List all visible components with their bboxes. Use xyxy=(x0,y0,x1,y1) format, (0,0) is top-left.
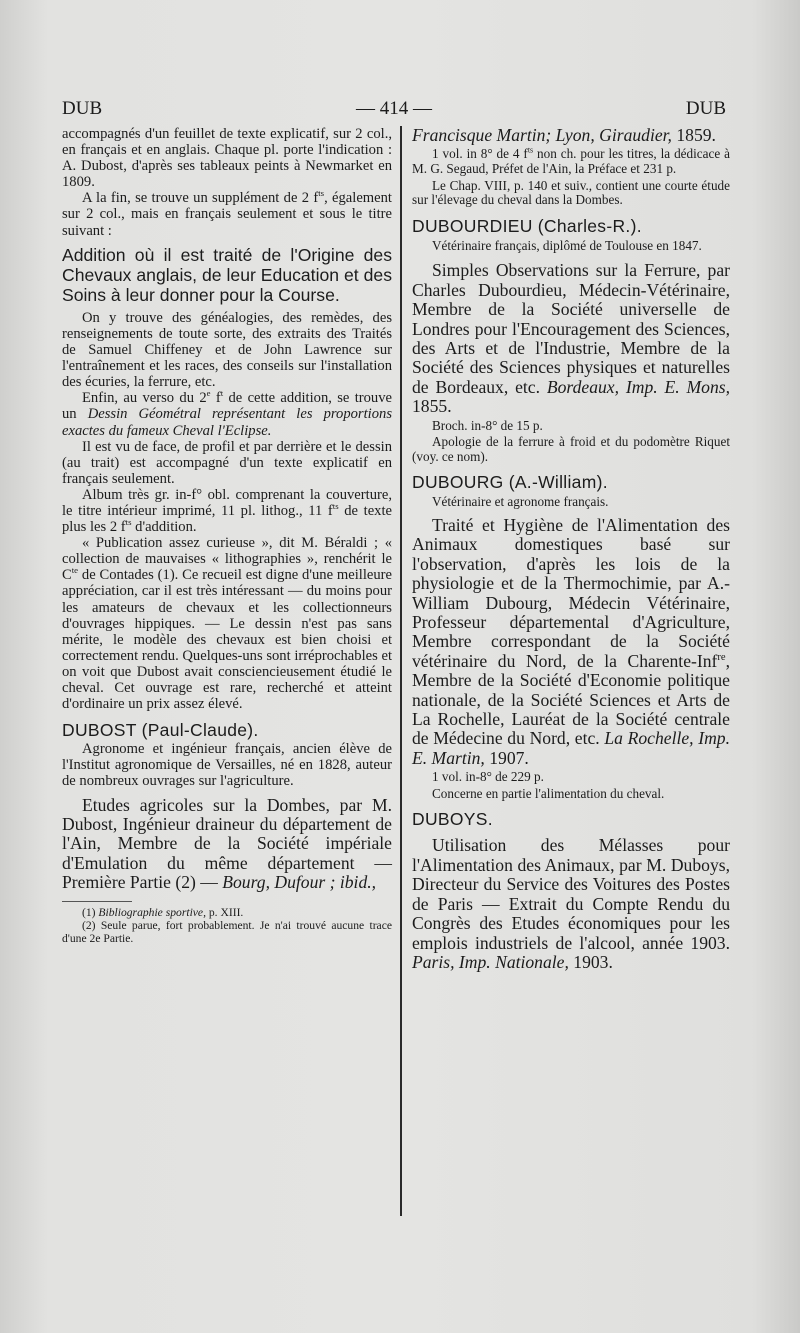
author-bio-dubost: Agronome et ingénieur français, ancien élève de l'Institut agronomique de Versailles, né en 1828, auteur de nombreux ouvrages sur l'agriculture. xyxy=(62,741,392,790)
text-run: f xyxy=(210,390,221,407)
italic-imprint: Bordeaux, Imp. E. Mons, xyxy=(546,376,730,397)
text-run: 1859. xyxy=(671,125,716,145)
text-run: p. XIII. xyxy=(205,905,244,919)
right-column xyxy=(412,126,730,972)
italic-title: Bibliographie sportive, xyxy=(98,905,206,919)
italic-imprint: La Rochelle, Imp. E. Martin, xyxy=(412,728,730,768)
text-run: 1907. xyxy=(484,747,529,768)
entry-title-dubourg xyxy=(412,516,730,768)
superscript: ts xyxy=(318,188,325,199)
footnote-1 xyxy=(62,906,392,919)
paragraph-critique xyxy=(62,535,392,712)
text-run: « Publication assez curieuse », dit M. Béraldi ; « collection de mauvaises « lithographies », renchérit le C xyxy=(62,535,392,584)
note-broch: Broch. in-8° de 15 p. xyxy=(432,417,543,433)
entry-title-dubourdieu xyxy=(412,261,730,416)
text-run: 1903. xyxy=(568,951,613,972)
superscript: e xyxy=(206,388,211,399)
italic-imprint: Paris, Imp. Nationale, xyxy=(412,951,569,972)
text-run: non ch. pour les titres, la dédicace à M. G. Segaud, Préfet de l'Ain, la Préface et 231 p. xyxy=(412,146,730,176)
note-volume-dubost xyxy=(412,147,730,176)
paragraph-supplement-intro xyxy=(62,190,392,238)
text-run: d'addition. xyxy=(131,519,197,536)
paragraph-verso xyxy=(62,390,392,438)
text-run: de cette addition, se trouve un xyxy=(62,390,392,423)
note-volume-dubourg: 1 vol. in-8° de 229 p. xyxy=(432,769,544,785)
text-run: Album très gr. in-f° obl. comprenant la couverture, le titre intérieur imprimé, 11 pl. lithog., 11 f xyxy=(62,486,392,519)
text-run: de Contades (1). Ce recueil est digne d'une meilleure appréciation, car il est très intéressant — du moins pour les amateurs de chevaux et les collectionneurs d'ouvrages hippiques. — Le dessin n'est pas sans mérite, le modèle des chevaux est bien choisi et correctement rendu. Quelques-uns sont irréprochables et on voit que Dubost avait consciencieusement étudié le cheval. Cet ouvrage est rare, recherché et atteint d'ordinaire un prix assez élevé. xyxy=(62,567,392,713)
superscript: ts xyxy=(125,517,132,528)
text-run: Etudes agricoles sur la Dombes, par M. Dubost, Ingénieur draineur du département de l'Ain, Membre de la Société impériale d'Emulation du même département — Première Partie (2) — xyxy=(62,794,392,893)
author-bio-dubourdieu: Vétérinaire français, diplômé de Toulouse en 1847. xyxy=(432,237,702,253)
footnote-2: (2) Seule parue, fort probablement. Je n'ai trouvé aucune trace d'une 2e Partie. xyxy=(62,918,392,945)
text-run: 1 vol. in 8° de 4 f xyxy=(432,146,528,162)
note-apologie: Apologie de la ferrure à froid et du podomètre Riquet (voy. ce nom). xyxy=(412,434,730,464)
header-right-word: DUB xyxy=(685,98,726,119)
page-number: — 414 — xyxy=(356,98,432,119)
paragraph-contents: On y trouve des généalogies, des remèdes, des renseignements de toute sorte, des extraits des Traités de Samuel Chiffeney et de John Lawrence sur l'entraînement et les races, des conseils sur l'installation des écuries, la ferrure, etc. xyxy=(62,309,392,391)
author-heading-dubost: DUBOST (Paul-Claude). xyxy=(62,720,259,741)
superscript: re xyxy=(717,651,726,663)
text-run: , également sur 2 col., mais en français seulement et sous le titre suivant : xyxy=(62,190,392,239)
text-run: 1855. xyxy=(412,396,452,417)
running-header xyxy=(62,98,726,122)
text-run: Simples Observations sur la Ferrure, par Charles Dubourdieu, Médecin-Vétérinaire, Membre de la Société universelle de Londres pour l'Encouragement des Sciences, des Arts et de l'Industrie, Membre de la Société des Sciences physiques et naturelles de Bordeaux, etc. xyxy=(412,260,730,397)
author-heading-duboys: DUBOYS. xyxy=(412,809,493,830)
superscript: ts xyxy=(332,501,339,512)
entry-title-dubost xyxy=(62,796,392,893)
text-run: de texte plus les 2 f xyxy=(62,503,393,536)
superscript: t xyxy=(220,388,224,399)
italic-title: Dessin Géométral représentant les proportions exactes du fameux Cheval l'Eclipse. xyxy=(62,406,392,439)
text-run: A la fin, se trouve un supplément de 2 f xyxy=(82,190,319,207)
paragraph-drawing: Il est vu de face, de profil et par derrière et le dessin (au trait) est accompagné d'un texte explicatif en français seulement. xyxy=(62,438,392,487)
paragraph-album xyxy=(62,487,392,535)
text-run: Utilisation des Mélasses pour l'Alimentation des Animaux, par M. Duboys, Directeur du Service des Voitures des Postes de Paris — Extrait du Compte Rendu du Congrès des Etudes économiques pour les emplois industriels de l'alcool, année 1903. xyxy=(412,835,730,953)
left-column xyxy=(62,126,392,945)
entry-continued-imprint xyxy=(412,126,730,145)
author-heading-dubourdieu: DUBOURDIEU (Charles-R.). xyxy=(412,215,642,236)
column-divider xyxy=(400,126,402,1216)
text-run: Enfin, au verso du 2 xyxy=(82,390,207,407)
text-run: Traité et Hygiène de l'Alimentation des Animaux domestiques basé sur l'observation, d'après les lois de la physiologie et de la Thermochimie, par A.-William Dubourg, Médecin Vétérinaire, Professeur départemental d'Agriculture, Membre correspondant de la Société vétérinaire du Nord, de la Charente-Inf xyxy=(412,515,730,671)
note-chapter: Le Chap. VIII, p. 140 et suiv., contient une courte étude sur l'élevage du cheval dans la Dombes. xyxy=(412,177,730,208)
footnote-separator xyxy=(62,901,132,902)
author-heading-dubourg: DUBOURG (A.-William). xyxy=(412,472,608,493)
supplement-title: Addition où il est traité de l'Origine des Chevaux anglais, de leur Education et des Soins à leur donner pour la Course. xyxy=(62,244,392,306)
author-bio-dubourg: Vétérinaire et agronome français. xyxy=(432,494,609,510)
text-run: , Membre de la Société d'Economie politique nationale, de la Société Sciences et Arts de La Rochelle, Lauréat de la Société centrale de Médecine du Nord, etc. xyxy=(412,650,730,749)
text-run: (1) xyxy=(82,905,99,919)
superscript: ts xyxy=(527,146,534,156)
superscript: te xyxy=(71,565,79,576)
italic-imprint: Bourg, Dufour ; ibid., xyxy=(222,872,377,893)
italic-imprint: Francisque Martin; Lyon, Giraudier, xyxy=(412,125,672,145)
entry-title-duboys xyxy=(412,836,730,972)
note-alimentation: Concerne en partie l'alimentation du cheval. xyxy=(432,785,665,801)
paragraph-continued: accompagnés d'un feuillet de texte explicatif, sur 2 col., en français et en anglais. Chaque pl. porte l'indication : A. Dubost, d'après ses tableaux peints à Newmarket en 1809. xyxy=(62,126,392,191)
header-left-word: DUB xyxy=(62,98,103,119)
